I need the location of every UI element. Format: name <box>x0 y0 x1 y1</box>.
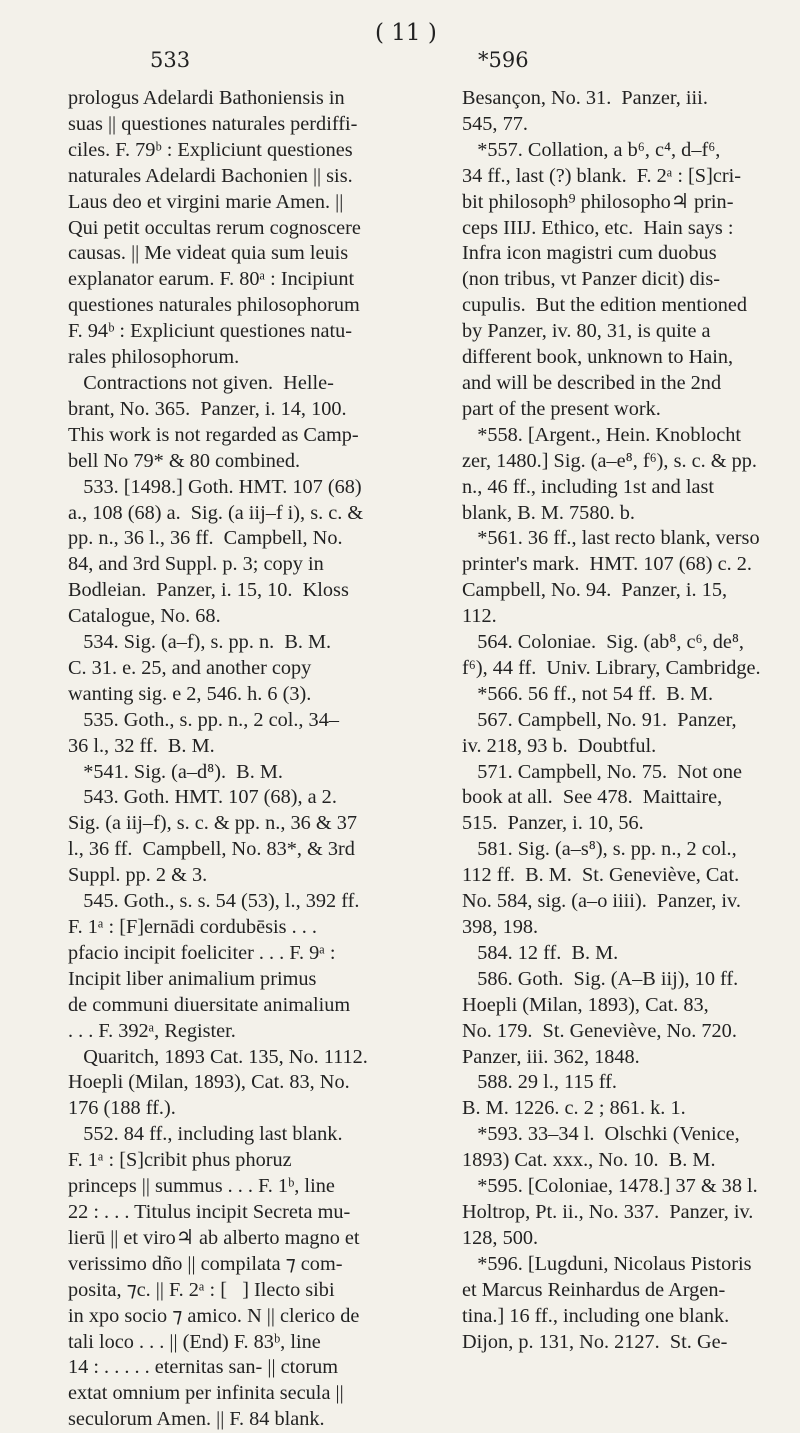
entry-567: 567. Campbell, No. 91. Panzer, iv. 218, 93 b. Doubtful. <box>462 708 737 757</box>
entry-prologus: prologus Adelardi Bathoniensis in suas || questiones naturales perdiffi- ciles. F. 79ᵇ : Expliciunt questiones naturales Adelardi Bachonien || sis. Laus deo et virgini marie Amen. || Qui petit occultas rerum cognoscere causas. || Me videat quia sum leuis explanator earum. F. 80ᵃ : Incipiunt questiones naturales philosophorum F. 94ᵇ : Expliciunt questiones natu- rales philosophorum. <box>68 87 361 369</box>
entry-541: *541. Sig. (a–d⁸). B. M. <box>68 760 283 783</box>
entry-533: 533. [1498.] Goth. HMT. 107 (68) a., 108 (68) a. Sig. (a iij–f i), s. c. & pp. n., 36 l., 36 ff. Campbell, No. 84, and 3rd Suppl. p. 3; copy in Bodleian. Panzer, i. 15, 10. Kloss Catalogue, No. 68. <box>68 475 364 628</box>
entry-571: 571. Campbell, No. 75. Not one book at all. See 478. Maittaire, 515. Panzer, i. 10, 56. <box>462 760 742 835</box>
entry-593: *593. 33–34 l. Olschki (Venice, 1893) Cat. xxx., No. 10. B. M. <box>462 1123 740 1172</box>
left-column <box>68 86 438 1433</box>
running-header <box>0 18 800 88</box>
entry-534: 534. Sig. (a–f), s. pp. n. B. M. C. 31. e. 25, and another copy wanting sig. e 2, 546. h. 6 (3). <box>68 631 332 705</box>
entry-566: *566. 56 ff., not 54 ff. B. M. <box>462 682 714 705</box>
entry-besancon-continued: Besançon, No. 31. Panzer, iii. 545, 77. <box>462 87 708 135</box>
left-entry-number: 533 <box>150 48 191 72</box>
entry-535: 535. Goth., s. pp. n., 2 col., 34– 36 l., 32 ff. B. M. <box>68 708 339 757</box>
entry-557: *557. Collation, a b⁶, c⁴, d–f⁶, 34 ff., last (?) blank. F. 2ᵃ : [S]cri- bit philosoph⁹ philosopho♃ prin- ceps IIIJ. Ethico, etc. Hain says : Infra icon magistri cum duobus (non tribus, vt Panzer dicit) dis- cupulis. But the edition mentioned by Panzer, iv. 80, 31, is quite a different book, unknown to Hain, and will be described in the 2nd part of the present work. <box>462 138 748 420</box>
entry-561: *561. 36 ff., last recto blank, verso printer's mark. HMT. 107 (68) c. 2. Campbell, No. 94. Panzer, i. 15, 112. <box>462 527 760 628</box>
entry-contractions-note: Contractions not given. Helle- brant, No. 365. Panzer, i. 14, 100. This work is not regarded as Camp- bell No 79* & 80 combined. <box>68 371 359 472</box>
entry-552: 552. 84 ff., including last blank. F. 1ᵃ : [S]cribit phus phoruz princeps || summus . . . F. 1ᵇ, line 22 : . . . Titulus incipit Secreta mu- lierū || et viro♃ ab alberto magno et verissimo dño || compilata ⁊ com- posita, ⁊c. || F. 2ᵃ : [ ] Ilecto sibi in xpo socio ⁊ amico. N || clerico de tali loco . . . || (End) F. 83ᵇ, line 14 : . . . . . eternitas san- || ctorum extat omnium per infinita secula || seculorum Amen. || F. 84 blank. <box>68 1123 360 1431</box>
entry-588: 588. 29 l., 115 ff. B. M. 1226. c. 2 ; 861. k. 1. <box>462 1071 686 1120</box>
entry-543: 543. Goth. HMT. 107 (68), a 2. Sig. (a iij–f), s. c. & pp. n., 36 & 37 l., 36 ff. Campbell, No. 83*, & 3rd Suppl. pp. 2 & 3. <box>68 786 357 887</box>
entry-558: *558. [Argent., Hein. Knoblocht zer, 1480.] Sig. (a–e⁸, f⁶), s. c. & pp. n., 46 ff., including 1st and last blank, B. M. 7580. b. <box>462 423 757 524</box>
entry-595: *595. [Coloniae, 1478.] 37 & 38 l. Holtrop, Pt. ii., No. 337. Panzer, iv. 128, 500. <box>462 1175 758 1249</box>
entry-581: 581. Sig. (a–s⁸), s. pp. n., 2 col., 112 ff. B. M. St. Geneviève, Cat. No. 584, sig. (a–o iiii). Panzer, iv. 398, 198. <box>462 838 741 938</box>
entry-586: 586. Goth. Sig. (A–B iij), 10 ff. Hoepli (Milan, 1893), Cat. 83, No. 179. St. Geneviève, No. 720. Panzer, iii. 362, 1848. <box>462 967 739 1068</box>
entry-584: 584. 12 ff. B. M. <box>462 941 619 964</box>
entry-545: 545. Goth., s. s. 54 (53), l., 392 ff. F. 1ᵃ : [F]ernādi cordubēsis . . . pfacio incipit foeliciter . . . F. 9ᵃ : Incipit liber animalium primus de communi diuersitate animalium . . . F. 392ᵃ, Register. Quaritch, 1893 Cat. 135, No. 1112. Hoepli (Milan, 1893), Cat. 83, No. 176 (188 ff.). <box>68 890 368 1120</box>
entry-596: *596. [Lugduni, Nicolaus Pistoris et Marcus Reinhardus de Argen- tina.] 16 ff., including one blank. Dijon, p. 131, No. 2127. St. Ge- <box>462 1252 752 1353</box>
entry-564: 564. Coloniae. Sig. (ab⁸, c⁶, de⁸, f⁶), 44 ff. Univ. Library, Cambridge. <box>462 631 761 679</box>
right-column <box>462 86 800 1355</box>
right-entry-number: *596 <box>478 48 529 72</box>
page-number: ( 11 ) <box>375 20 437 46</box>
